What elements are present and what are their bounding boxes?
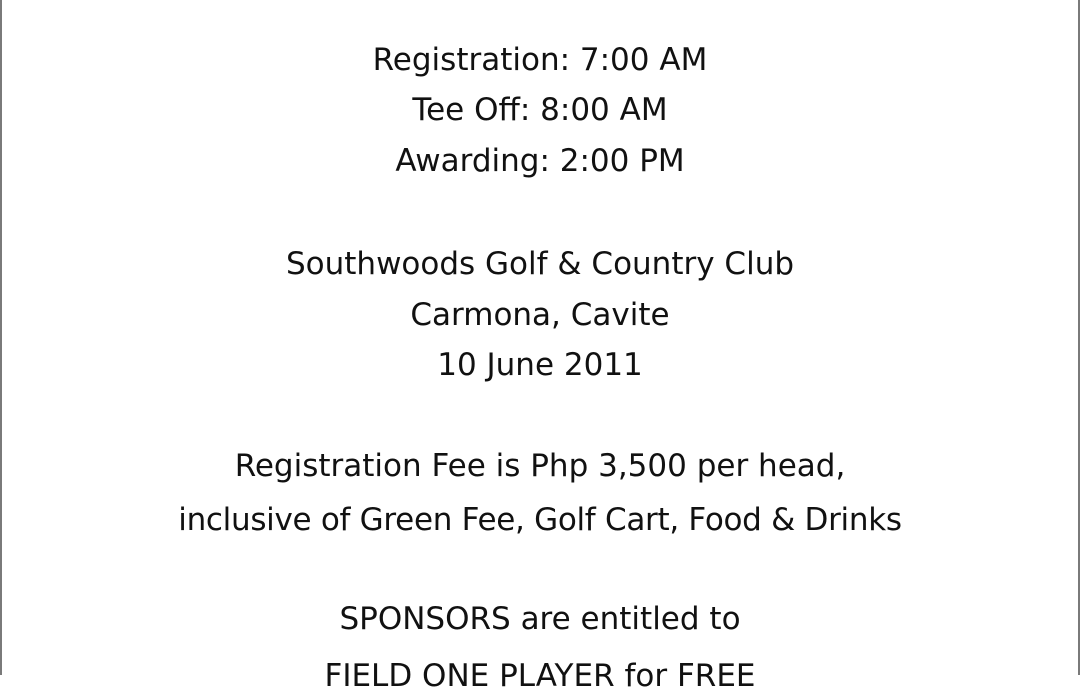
- venue-location: Carmona, Cavite: [410, 297, 670, 333]
- fee-inclusions: inclusive of Green Fee, Golf Cart, Food & Drinks: [178, 502, 902, 538]
- registration-time: Registration: 7:00 AM: [372, 42, 708, 78]
- event-date: 10 June 2011: [437, 347, 643, 383]
- sponsors-heading: SPONSORS are entitled to: [339, 601, 741, 637]
- awarding-time: Awarding: 2:00 PM: [395, 143, 685, 179]
- tee-off-time: Tee Off: 8:00 AM: [412, 92, 668, 128]
- registration-fee: Registration Fee is Php 3,500 per head,: [234, 448, 846, 484]
- venue-name: Southwoods Golf & Country Club: [285, 246, 795, 282]
- sponsors-benefit: FIELD ONE PLAYER for FREE: [324, 658, 756, 694]
